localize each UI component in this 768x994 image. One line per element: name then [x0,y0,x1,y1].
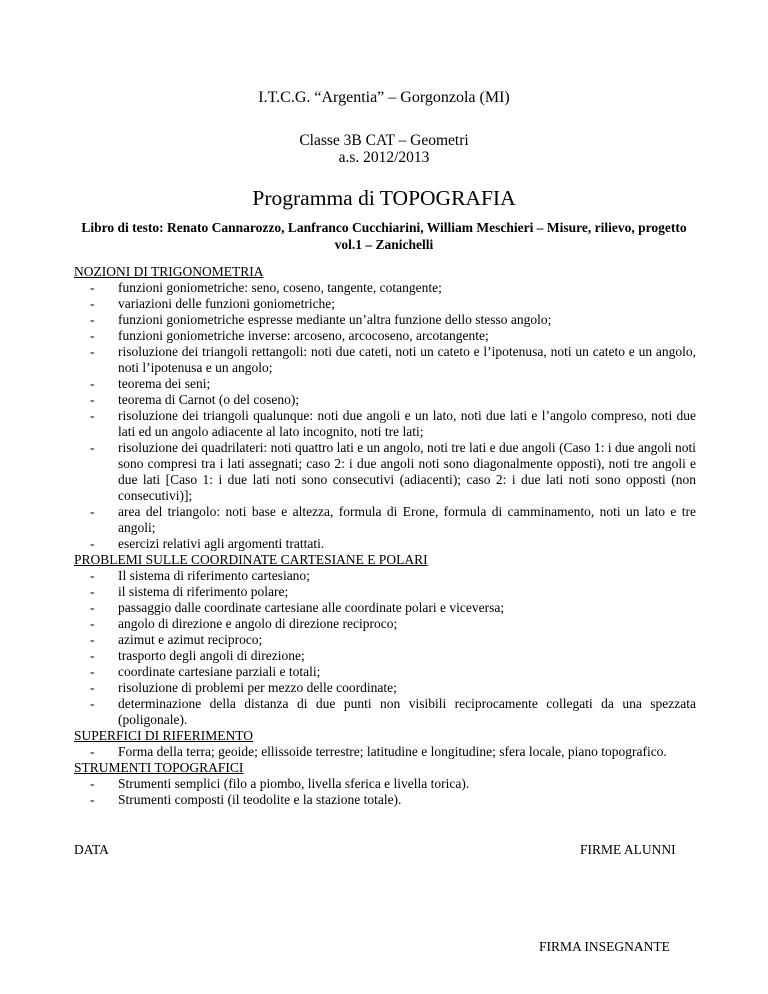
list-item [74,584,696,600]
dash-bullet: - [90,616,95,631]
dash-bullet: - [90,344,95,359]
dash-bullet: - [90,392,95,407]
section-list [74,568,696,728]
dash-bullet: - [90,408,95,423]
dash-bullet: - [90,632,95,647]
list-item-text: Strumenti semplici (filo a piombo, livella sferica e livella torica). [118,776,470,791]
section-list [74,776,696,808]
section-list [74,744,696,760]
list-item [74,680,696,696]
list-item-text: il sistema di riferimento polare; [118,584,289,599]
section-list [74,280,696,552]
dash-bullet: - [90,440,95,455]
list-item [74,600,696,616]
list-item [74,568,696,584]
list-item [74,296,696,312]
section-title: STRUMENTI TOPOGRAFICI [74,760,244,775]
list-item [74,792,696,808]
list-item [74,440,696,504]
list-item [74,392,696,408]
dash-bullet: - [90,568,95,583]
list-item-text: area del triangolo: noti base e altezza, formula di Erone, formula di camminamento, noti un lato e tre angoli; [118,504,696,535]
list-item [74,776,696,792]
dash-bullet: - [90,280,95,295]
list-item-text: trasporto degli angoli di direzione; [118,648,305,663]
dash-bullet: - [90,776,95,791]
list-item-text: azimut e azimut reciproco; [118,632,263,647]
dash-bullet: - [90,584,95,599]
list-item [74,312,696,328]
list-item [74,744,696,760]
list-item-text: determinazione della distanza di due punti non visibili reciprocamente collegati da una spezzata (poligonale). [118,696,696,727]
teacher-signature-label: FIRMA INSEGNANTE [539,939,670,954]
list-item-text: Strumenti composti (il teodolite e la stazione totale). [118,792,402,807]
dash-bullet: - [90,296,95,311]
list-item-text: angolo di direzione e angolo di direzione reciproco; [118,616,398,631]
list-item [74,504,696,536]
list-item [74,616,696,632]
list-item-text: risoluzione dei triangoli rettangoli: noti due cateti, noti un cateto e l’ipotenusa, noti un cateto e un angolo, noti l’ipotenusa e un angolo; [118,344,696,375]
list-item-text: teorema dei seni; [118,376,211,391]
list-item-text: variazioni delle funzioni goniometriche; [118,296,336,311]
student-signatures-label: FIRME ALUNNI [580,842,676,857]
list-item [74,664,696,680]
list-item-text: Il sistema di riferimento cartesiano; [118,568,310,583]
list-item-text: funzioni goniometriche espresse mediante un’altra funzione dello stesso angolo; [118,312,552,327]
list-item [74,376,696,392]
date-label: DATA [74,842,109,857]
list-item-text: passaggio dalle coordinate cartesiane alle coordinate polari e viceversa; [118,600,505,615]
dash-bullet: - [90,536,95,551]
list-item-text: esercizi relativi agli argomenti trattati. [118,536,325,551]
dash-bullet: - [90,680,95,695]
list-item [74,536,696,552]
dash-bullet: - [90,696,95,711]
section-title: NOZIONI DI TRIGONOMETRIA [74,264,264,279]
list-item [74,344,696,376]
list-item-text: risoluzione di problemi per mezzo delle coordinate; [118,680,397,695]
list-item-text: coordinate cartesiane parziali e totali; [118,664,321,679]
list-item-text: teorema di Carnot (o del coseno); [118,392,300,407]
textbook-reference: Libro di testo: Renato Cannarozzo, Lanfranco Cucchiarini, William Meschieri – Misure, rilievo, progetto vol.1 – Zanichelli [81,220,687,252]
page-title: Programma di TOPOGRAFIA [252,186,516,210]
list-item [74,328,696,344]
dash-bullet: - [90,376,95,391]
program-body [74,264,696,808]
class-name: Classe 3B CAT – Geometri [299,132,469,149]
dash-bullet: - [90,312,95,327]
list-item [74,632,696,648]
school-year: a.s. 2012/2013 [338,149,430,166]
dash-bullet: - [90,328,95,343]
list-item-text: risoluzione dei triangoli qualunque: noti due angoli e un lato, noti due lati e l’angolo compreso, noti due lati ed un angolo adiacente al lato incognito, noti tre lati; [118,408,696,439]
dash-bullet: - [90,648,95,663]
list-item-text: risoluzione dei quadrilateri: noti quattro lati e un angolo, noti tre lati e due angoli (Caso 1: i due angoli noti sono compresi tra i lati assegnati; caso 2: i due angoli noti sono diagonalmente opposti), noti tre angoli e due lati [Caso 1: i due lati noti sono consecutivi (adiacenti); caso 2: i due lati noti sono opposti (non consecutivi)]; [118,440,696,503]
dash-bullet: - [90,504,95,519]
section-title: SUPERFICI DI RIFERIMENTO [74,728,254,743]
list-item [74,408,696,440]
list-item [74,280,696,296]
dash-bullet: - [90,664,95,679]
dash-bullet: - [90,744,95,759]
dash-bullet: - [90,600,95,615]
list-item-text: funzioni goniometriche inverse: arcoseno, arcocoseno, arcotangente; [118,328,489,343]
section-title: PROBLEMI SULLE COORDINATE CARTESIANE E POLARI [74,552,428,567]
school-name: I.T.C.G. “Argentia” – Gorgonzola (MI) [258,89,510,106]
list-item-text: Forma della terra; geoide; ellissoide terrestre; latitudine e longitudine; sfera locale, piano topografico. [118,744,667,759]
dash-bullet: - [90,792,95,807]
list-item-text: funzioni goniometriche: seno, coseno, tangente, cotangente; [118,280,442,295]
list-item [74,648,696,664]
list-item [74,696,696,728]
